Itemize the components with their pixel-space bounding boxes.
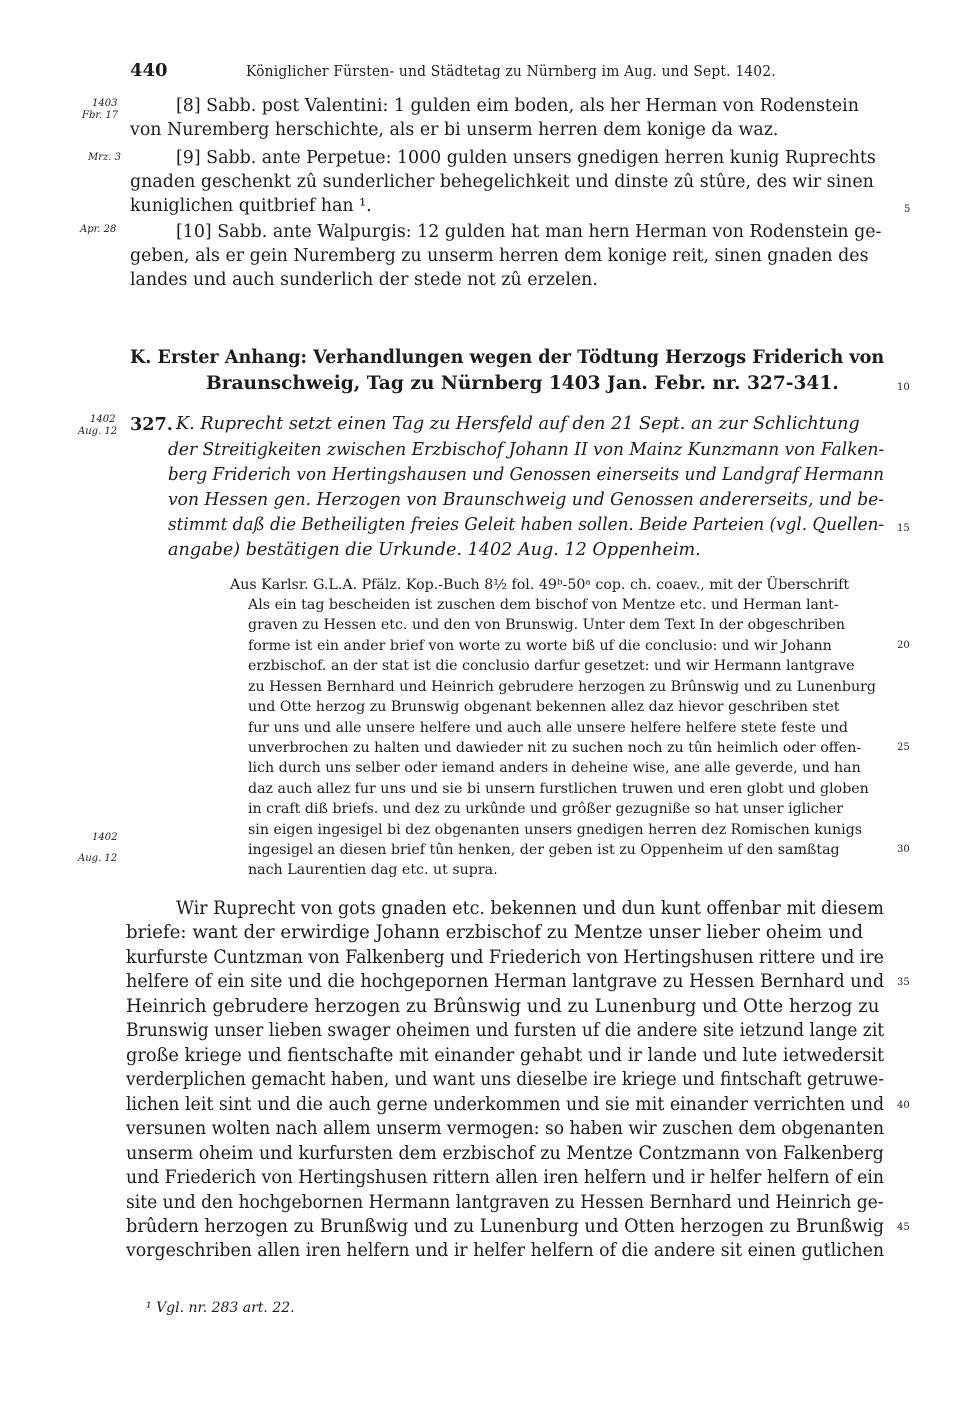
source-note-line: Als ein tag bescheiden ist zuschen dem bischof von Mentze etc. und Herman lant- xyxy=(248,597,839,613)
entry-line: [8] Sabb. post Valentini: 1 gulden eim boden, als her Herman von Rodenstein xyxy=(176,96,859,116)
entry-line: gnaden geschenkt zû sunderlicher behegelichkeit und dinste zû stûre, des wir sinen xyxy=(130,172,874,192)
source-note-line: erzbischof. an der stat ist die conclusio darfur gesetzet: und wir Hermann lantgrave xyxy=(248,658,855,674)
regest-line: stimmt daß die Betheiligten freies Geleit haben sollen. Beide Parteien (vgl. Quellen- xyxy=(168,515,885,535)
regest-number: 327. xyxy=(130,414,173,435)
source-note-line: in craft diß briefs. und dez zu urkûnde und grôßer gezugniße so hat unser iglicher xyxy=(248,801,844,817)
source-note-line: sin eigen ingesigel bi dez obgenanten unsers gnedigen herren dez Romischen kunigs xyxy=(248,822,863,838)
main-text-line: site und den hochgebornen Hermann lantgraven zu Hessen Bernhard und Heinrich ge- xyxy=(126,1192,884,1213)
section-heading: Braunschweig, Tag zu Nürnberg 1403 Jan. Febr. nr. 327-341. xyxy=(206,373,839,394)
main-text-line: versunen wolten nach allem unserm vermogen: so haben wir zuschen dem obgenanten xyxy=(126,1118,885,1139)
source-note-line: nach Laurentien dag etc. ut supra. xyxy=(248,862,498,878)
regest-line: der Streitigkeiten zwischen Erzbischof Johann II von Mainz Kunzmann von Falken- xyxy=(168,440,885,460)
source-note-line: unverbrochen zu halten und dawieder nit zu suchen noch zu tûn heimlich oder offen- xyxy=(248,740,862,756)
main-text-line: briefe: want der erwirdige Johann erzbischof zu Mentze unser lieber oheim und xyxy=(126,922,864,943)
margin-date: Mrz. 3 xyxy=(88,152,122,163)
entry-line: von Nuremberg herschichte, als er bi unserm herren dem konige da waz. xyxy=(130,120,779,140)
section-heading: K. Erster Anhang: Verhandlungen wegen der Tödtung Herzogs Friderich von xyxy=(130,347,885,368)
line-number: 25 xyxy=(897,742,910,753)
regest-line: von Hessen gen. Herzogen von Braunschweig und Genossen andererseits, und be- xyxy=(168,490,885,510)
line-number: 45 xyxy=(897,1222,910,1233)
source-note-line: lich durch uns selber oder iemand anders in deheine wise, ane alle geverde, und han xyxy=(248,760,861,776)
main-text-line: und Friederich von Hertingshusen rittern allen iren helfern und ir helfer helfern of ein xyxy=(126,1167,884,1188)
line-number: 5 xyxy=(904,204,911,215)
main-text-line: brûdern herzogen zu Brunßwig und zu Lunenburg und Otten herzogen zu Brunßwig xyxy=(126,1216,885,1237)
source-note-line: fur uns und alle unsere helfere und auch alle unsere helfere helfere stete feste und xyxy=(248,720,848,736)
source-note-line: ingesigel an diesen brief tûn henken, der geben ist zu Oppenheim uf den samßtag xyxy=(248,842,840,858)
entry-line: geben, als er gein Nuremberg zu unserm herren dem konige reit, sinen gnaden des xyxy=(130,246,869,266)
entry-line: landes und auch sunderlich der stede not zû erzelen. xyxy=(130,270,598,290)
margin-date: 1402 xyxy=(90,414,116,425)
margin-date: Aug. 12 xyxy=(78,853,118,864)
line-number: 10 xyxy=(897,382,910,393)
entry-line: [9] Sabb. ante Perpetue: 1000 gulden unsers gnedigen herren kunig Ruprechts xyxy=(176,148,876,168)
source-note-line: graven zu Hessen etc. und den von Brunswig. Unter dem Text In der obgeschriben xyxy=(248,617,845,633)
main-text-line: Heinrich gebrudere herzogen zu Brûnswig und zu Lunenburg und Otte herzog zu xyxy=(126,996,880,1017)
main-text-line: vorgeschriben allen iren helfern und ir helfer helfern of die andere sit einen gutlichen xyxy=(126,1240,885,1261)
footnote: ¹ Vgl. nr. 283 art. 22. xyxy=(146,1300,295,1316)
main-text-line: große kriege und fientschafte mit einander gehabt und ir lande und lute ietwedersit xyxy=(126,1045,885,1066)
regest-line: K. Ruprecht setzt einen Tag zu Hersfeld auf den 21 Sept. an zur Schlichtung xyxy=(176,414,860,434)
main-text-line: unserm oheim und kurfursten dem erzbischof zu Mentze Contzmann von Falkenberg xyxy=(126,1143,884,1164)
margin-date: 1402 xyxy=(92,832,118,843)
source-note-line: Aus Karlsr. G.L.A. Pfälz. Kop.-Buch 8½ fol. 49ᵇ-50ᵃ cop. ch. coaev., mit der Überschrift xyxy=(230,577,850,593)
main-text-line: Wir Ruprecht von gots gnaden etc. bekennen und dun kunt offenbar mit diesem xyxy=(176,898,884,919)
line-number: 40 xyxy=(897,1100,910,1111)
margin-date: Fbr. 17 xyxy=(82,110,119,121)
main-text-line: verderplichen gemacht haben, und want uns dieselbe ire kriege und fintschaft getruwe- xyxy=(126,1069,884,1090)
line-number: 15 xyxy=(897,523,910,534)
source-note-line: daz auch allez fur uns und sie bi unsern furstlichen truwen und eren globt und globen xyxy=(248,781,869,797)
main-text-line: kurfurste Cuntzman von Falkenberg und Friederich von Hertingshusen rittere und ire xyxy=(126,947,884,968)
regest-line: berg Friderich von Hertingshausen und Genossen einerseits und Landgraf Hermann xyxy=(168,465,884,485)
source-note-line: zu Hessen Bernhard und Heinrich gebrudere herzogen zu Brûnswig und zu Lunenburg xyxy=(248,679,876,695)
source-note-line: forme ist ein ander brief von worte zu worte biß uf die conclusio: und wir Johann xyxy=(248,638,832,654)
main-text-line: Brunswig unser lieben swager oheimen und fursten uf die andere site ietzund lange zit xyxy=(126,1020,885,1041)
margin-date: Aug. 12 xyxy=(78,426,118,437)
entry-line: [10] Sabb. ante Walpurgis: 12 gulden hat man hern Herman von Rodenstein ge- xyxy=(176,222,882,242)
line-number: 35 xyxy=(897,977,910,988)
regest-line: angabe) bestätigen die Urkunde. 1402 Aug. 12 Oppenheim. xyxy=(168,540,701,560)
main-text-line: helfere of ein site und die hochgepornen Herman lantgrave zu Hessen Bernhard und xyxy=(126,971,885,992)
line-number: 30 xyxy=(897,844,910,855)
main-text-line: lichen leit sint und die auch gerne underkommen und sie mit einander verrichten und xyxy=(126,1094,885,1115)
line-number: 20 xyxy=(897,640,910,651)
source-note-line: und Otte herzog zu Brunswig obgenant bekennen allez daz hievor geschriben stet xyxy=(248,699,840,715)
running-title: Königlicher Fürsten- und Städtetag zu Nürnberg im Aug. und Sept. 1402. xyxy=(246,62,776,80)
margin-date: Apr. 28 xyxy=(80,224,117,235)
page-number: 440 xyxy=(130,60,168,81)
margin-date: 1403 xyxy=(92,98,118,109)
entry-line: kuniglichen quitbrief han ¹. xyxy=(130,196,372,216)
